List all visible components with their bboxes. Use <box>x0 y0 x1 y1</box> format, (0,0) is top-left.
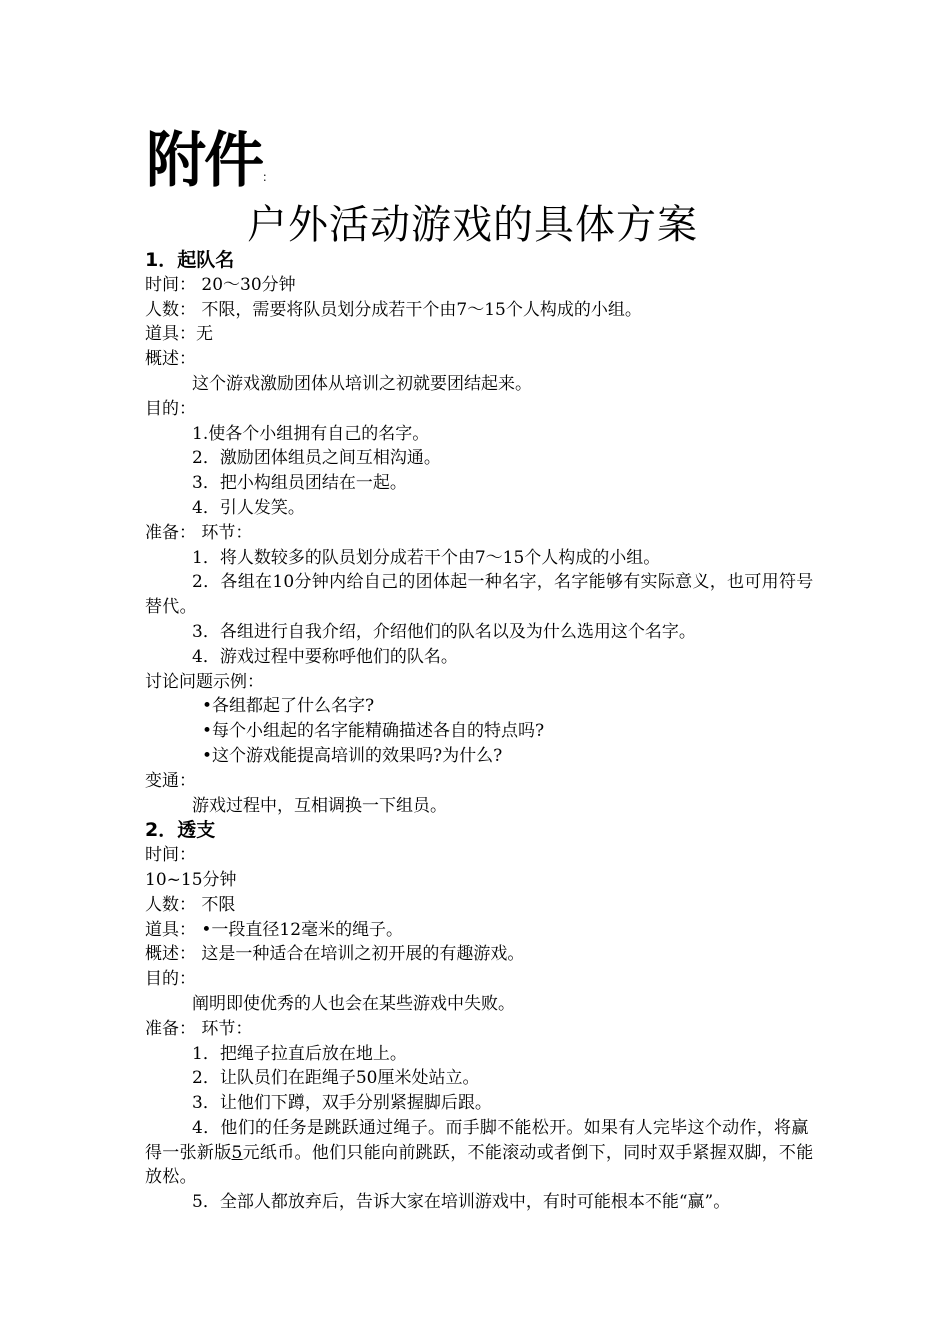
goal-label: 目的： <box>145 969 196 990</box>
overview-label: 概述： <box>145 349 196 370</box>
question-item: •每个小组起的名字能精确描述各自的特点吗? <box>202 721 545 742</box>
step-item: 5．全部人都放弃后，告诉大家在培训游戏中，有时可能根本不能“赢”。 <box>192 1192 731 1213</box>
attachment-colon: ： <box>262 170 275 184</box>
props-line: 道具： •一段直径12毫米的绳子。 <box>145 919 404 940</box>
prep-label: 准备： 环节： <box>145 1018 253 1039</box>
step-item: 1．将人数较多的队员划分成若干个由7～15个人构成的小组。 <box>192 547 661 568</box>
variation-label: 变通： <box>145 770 196 791</box>
time-line: 时间： 20～30分钟 <box>145 274 296 295</box>
attachment-label: 附件 <box>146 126 262 196</box>
props-line: 道具：无 <box>145 324 213 345</box>
time-value: 10~15分钟 <box>145 869 237 890</box>
step-text: 4．他们的任务是跳跃通过绳子。而手脚不能松开。如果有人完毕这个动作，将赢得一张新版 <box>145 1117 809 1163</box>
people-line: 人数： 不限 <box>145 894 236 915</box>
question-item: •这个游戏能提高培训的效果吗?为什么? <box>202 745 503 766</box>
step-item: 2．各组在10分钟内给自己的团体起一种名字，名字能够有实际意义，也可用符号替代。 <box>145 572 814 618</box>
section-title: 1．起队名 <box>145 249 235 271</box>
prep-label: 准备： 环节： <box>145 522 253 543</box>
goal-text: 阐明即使优秀的人也会在某些游戏中失败。 <box>192 993 515 1014</box>
underlined-amount: 5 <box>231 1142 243 1163</box>
goal-item: 1.使各个小组拥有自己的名字。 <box>192 423 430 444</box>
time-label: 时间： <box>145 845 196 866</box>
step-text: 元纸币。他们只能向前跳跃，不能滚动或者倒下，同时双手紧握双脚，不能放松。 <box>145 1142 814 1188</box>
question-item: •各组都起了什么名字? <box>202 696 375 717</box>
document-body <box>145 248 815 1215</box>
goal-item: 3．把小构组员团结在一起。 <box>192 473 407 494</box>
goal-item: 2．激励团体组员之间互相沟通。 <box>192 448 441 469</box>
step-item: 4．游戏过程中要称呼他们的队名。 <box>192 646 458 667</box>
step-item: 3．各组进行自我介绍，介绍他们的队名以及为什么选用这个名字。 <box>192 621 696 642</box>
goal-label: 目的： <box>145 398 196 419</box>
step-item <box>145 1116 815 1190</box>
section-title: 2．透支 <box>145 819 216 842</box>
goal-item: 4．引人发笑。 <box>192 497 305 518</box>
step-item: 2．让队员们在距绳子50厘米处站立。 <box>192 1068 480 1089</box>
step-item: 1．把绳子拉直后放在地上。 <box>192 1043 407 1064</box>
variation-text: 游戏过程中，互相调换一下组员。 <box>192 795 447 816</box>
discussion-label: 讨论问题示例： <box>145 671 264 692</box>
overview-text: 这个游戏激励团体从培训之初就要团结起来。 <box>192 373 532 394</box>
document-title: 户外活动游戏的具体方案 <box>247 202 698 248</box>
overview-line: 概述： 这是一种适合在培训之初开展的有趣游戏。 <box>145 944 525 965</box>
step-item: 3．让他们下蹲，双手分别紧握脚后跟。 <box>192 1093 492 1114</box>
people-line: 人数： 不限，需要将队员划分成若干个由7～15个人构成的小组。 <box>145 299 642 320</box>
attachment-heading <box>146 126 274 196</box>
